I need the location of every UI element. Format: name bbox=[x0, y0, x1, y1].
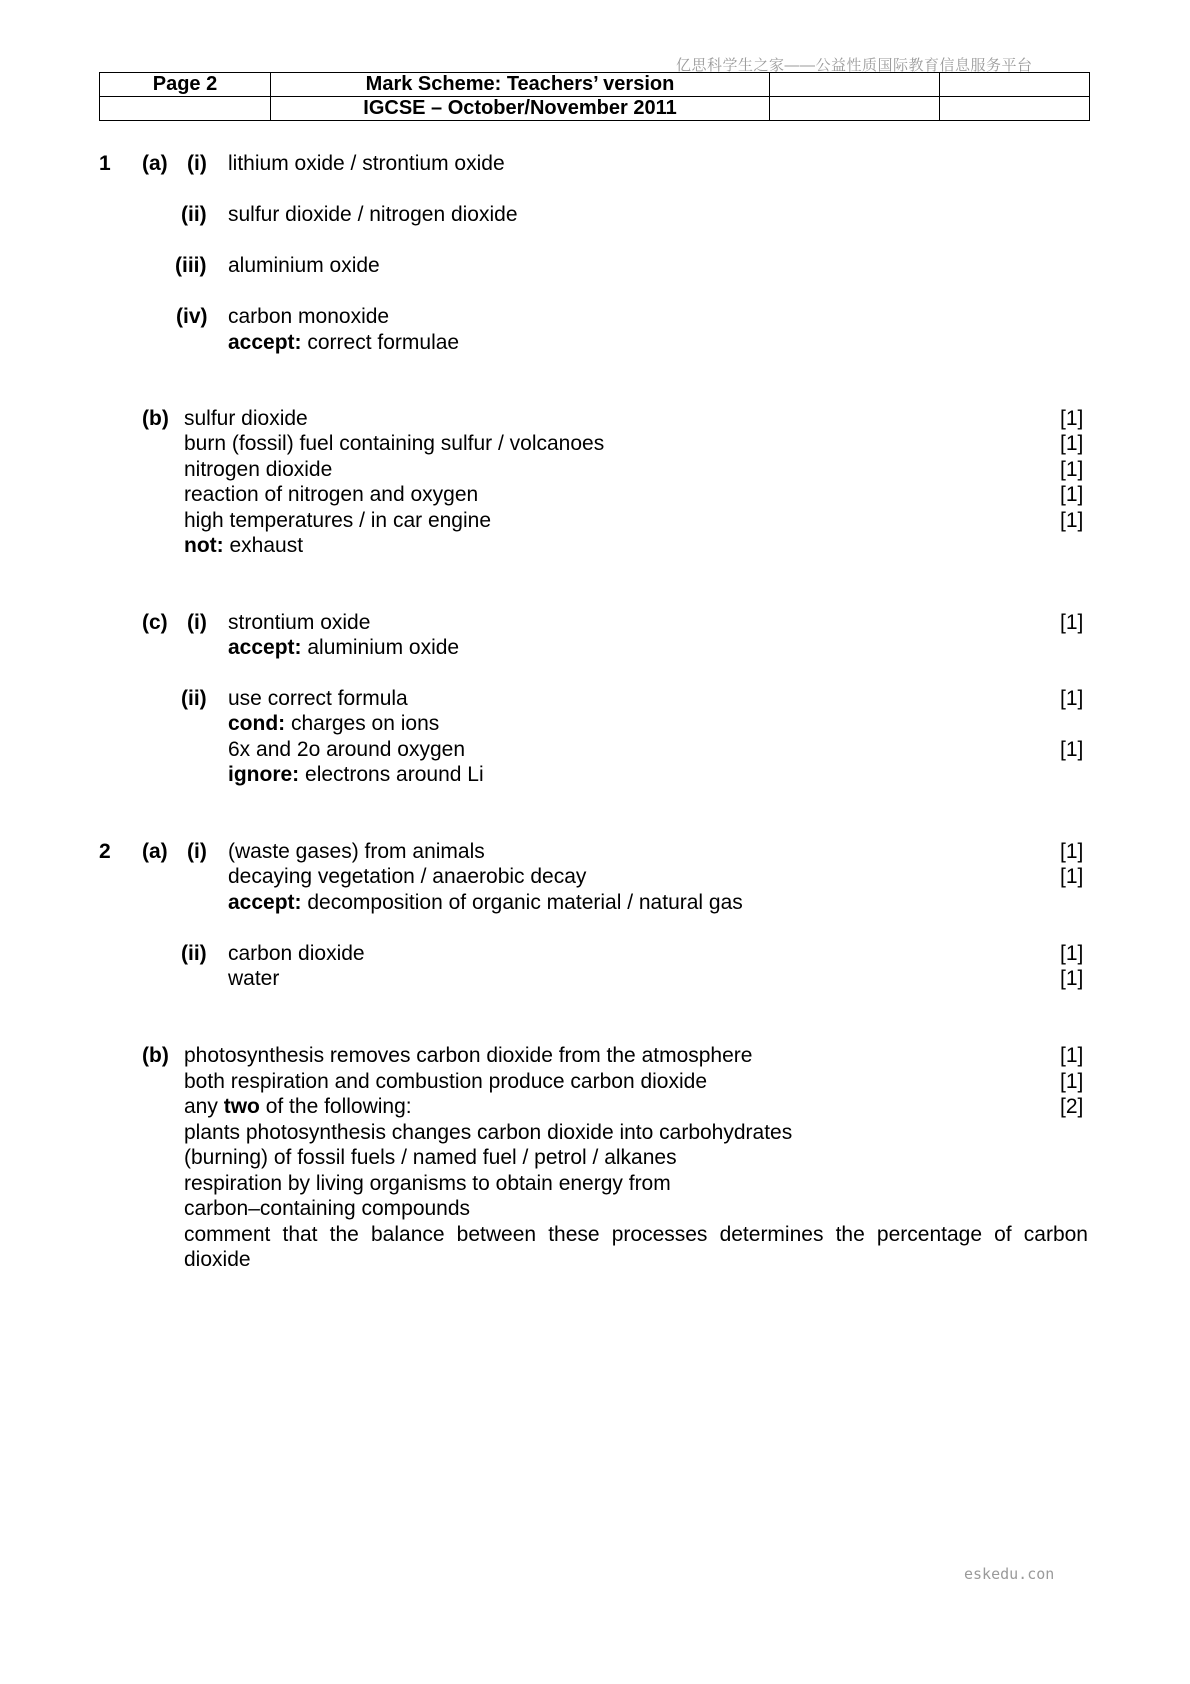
subpart-label: (ii) bbox=[181, 203, 207, 226]
mark: [1] bbox=[1060, 611, 1084, 634]
subpart-label: (i) bbox=[187, 840, 207, 863]
ignore-keyword: ignore: bbox=[228, 763, 300, 786]
subpart-label: (i) bbox=[187, 611, 207, 634]
cond-keyword: cond: bbox=[228, 712, 286, 735]
subpart-label: (ii) bbox=[181, 942, 207, 965]
part-label: (a) bbox=[142, 840, 168, 863]
answer-text: (burning) of fossil fuels / named fuel / petrol / alkanes bbox=[184, 1146, 677, 1169]
not-keyword: not: bbox=[184, 534, 224, 557]
cond-note bbox=[228, 711, 439, 736]
answer-text: aluminium oxide bbox=[228, 254, 380, 277]
mark: [1] bbox=[1060, 865, 1084, 888]
accept-keyword: accept: bbox=[228, 331, 302, 354]
answer-text: photosynthesis removes carbon dioxide from the atmosphere bbox=[184, 1044, 753, 1067]
any-two-note bbox=[184, 1094, 412, 1119]
header-page: Page 2 bbox=[100, 73, 271, 97]
mark: [1] bbox=[1060, 458, 1084, 481]
watermark: 亿思科学生之家——公益性质国际教育信息服务平台 bbox=[676, 57, 1033, 74]
mark: [1] bbox=[1060, 1070, 1084, 1093]
answer-text: reaction of nitrogen and oxygen bbox=[184, 483, 479, 506]
answer-text: strontium oxide bbox=[228, 611, 371, 634]
mark: [1] bbox=[1060, 407, 1084, 430]
subpart-label: (iv) bbox=[176, 305, 208, 328]
any-keyword: two bbox=[223, 1095, 260, 1118]
mark: [1] bbox=[1060, 942, 1084, 965]
accept-note bbox=[228, 635, 459, 660]
answer-text: sulfur dioxide bbox=[184, 407, 308, 430]
answer-text: carbon monoxide bbox=[228, 305, 390, 328]
part-label: (a) bbox=[142, 152, 168, 175]
answer-text: nitrogen dioxide bbox=[184, 458, 333, 481]
answer-text: water bbox=[228, 967, 280, 990]
accept-keyword: accept: bbox=[228, 636, 302, 659]
answer-text: respiration by living organisms to obtain energy from bbox=[184, 1172, 671, 1195]
header-empty-cell bbox=[940, 97, 1090, 121]
accept-text: decomposition of organic material / natural gas bbox=[307, 891, 743, 914]
accept-note bbox=[228, 330, 459, 355]
question-number: 2 bbox=[99, 840, 111, 863]
header-empty-cell bbox=[100, 97, 271, 121]
footer-watermark: eskedu.con bbox=[964, 1565, 1055, 1583]
answer-text: comment that the balance between these processes determines the percentage of carbon bbox=[184, 1223, 1088, 1246]
answer-text: dioxide bbox=[184, 1248, 251, 1271]
subpart-label: (i) bbox=[187, 152, 207, 175]
answer-text: high temperatures / in car engine bbox=[184, 509, 492, 532]
answer-text: both respiration and combustion produce carbon dioxide bbox=[184, 1070, 708, 1093]
answer-text: carbon–containing compounds bbox=[184, 1197, 471, 1220]
part-label: (b) bbox=[142, 1044, 169, 1067]
mark: [1] bbox=[1060, 1044, 1084, 1067]
header-empty-cell bbox=[770, 73, 940, 97]
part-label: (c) bbox=[142, 611, 168, 634]
mark: [1] bbox=[1060, 509, 1084, 532]
header-empty-cell bbox=[770, 97, 940, 121]
header-empty-cell bbox=[940, 73, 1090, 97]
accept-text: aluminium oxide bbox=[307, 636, 460, 659]
answer-text: use correct formula bbox=[228, 687, 408, 710]
answer-text: decaying vegetation / anaerobic decay bbox=[228, 865, 587, 888]
header-table bbox=[99, 72, 1090, 121]
header-title: Mark Scheme: Teachers’ version bbox=[271, 73, 770, 97]
mark: [1] bbox=[1060, 967, 1084, 990]
any-pre: any bbox=[184, 1095, 218, 1118]
part-label: (b) bbox=[142, 407, 169, 430]
answer-text: lithium oxide / strontium oxide bbox=[228, 152, 505, 175]
mark: [1] bbox=[1060, 483, 1084, 506]
header-subtitle: IGCSE – October/November 2011 bbox=[271, 97, 770, 121]
accept-text: correct formulae bbox=[307, 331, 460, 354]
answer-text: 6x and 2o around oxygen bbox=[228, 738, 466, 761]
answer-text: carbon dioxide bbox=[228, 942, 365, 965]
accept-note bbox=[228, 890, 743, 915]
cond-text: charges on ions bbox=[291, 712, 440, 735]
not-note bbox=[184, 533, 303, 558]
mark: [1] bbox=[1060, 840, 1084, 863]
ignore-text: electrons around Li bbox=[305, 763, 484, 786]
not-text: exhaust bbox=[229, 534, 304, 557]
mark: [2] bbox=[1060, 1095, 1084, 1118]
answer-text: (waste gases) from animals bbox=[228, 840, 485, 863]
ignore-note bbox=[228, 762, 484, 787]
subpart-label: (iii) bbox=[175, 254, 207, 277]
answer-text: burn (fossil) fuel containing sulfur / volcanoes bbox=[184, 432, 605, 455]
answer-text: sulfur dioxide / nitrogen dioxide bbox=[228, 203, 518, 226]
mark: [1] bbox=[1060, 687, 1084, 710]
subpart-label: (ii) bbox=[181, 687, 207, 710]
mark: [1] bbox=[1060, 738, 1084, 761]
mark: [1] bbox=[1060, 432, 1084, 455]
any-post: of the following: bbox=[265, 1095, 412, 1118]
accept-keyword: accept: bbox=[228, 891, 302, 914]
question-number: 1 bbox=[99, 152, 111, 175]
answer-text: plants photosynthesis changes carbon dioxide into carbohydrates bbox=[184, 1121, 793, 1144]
